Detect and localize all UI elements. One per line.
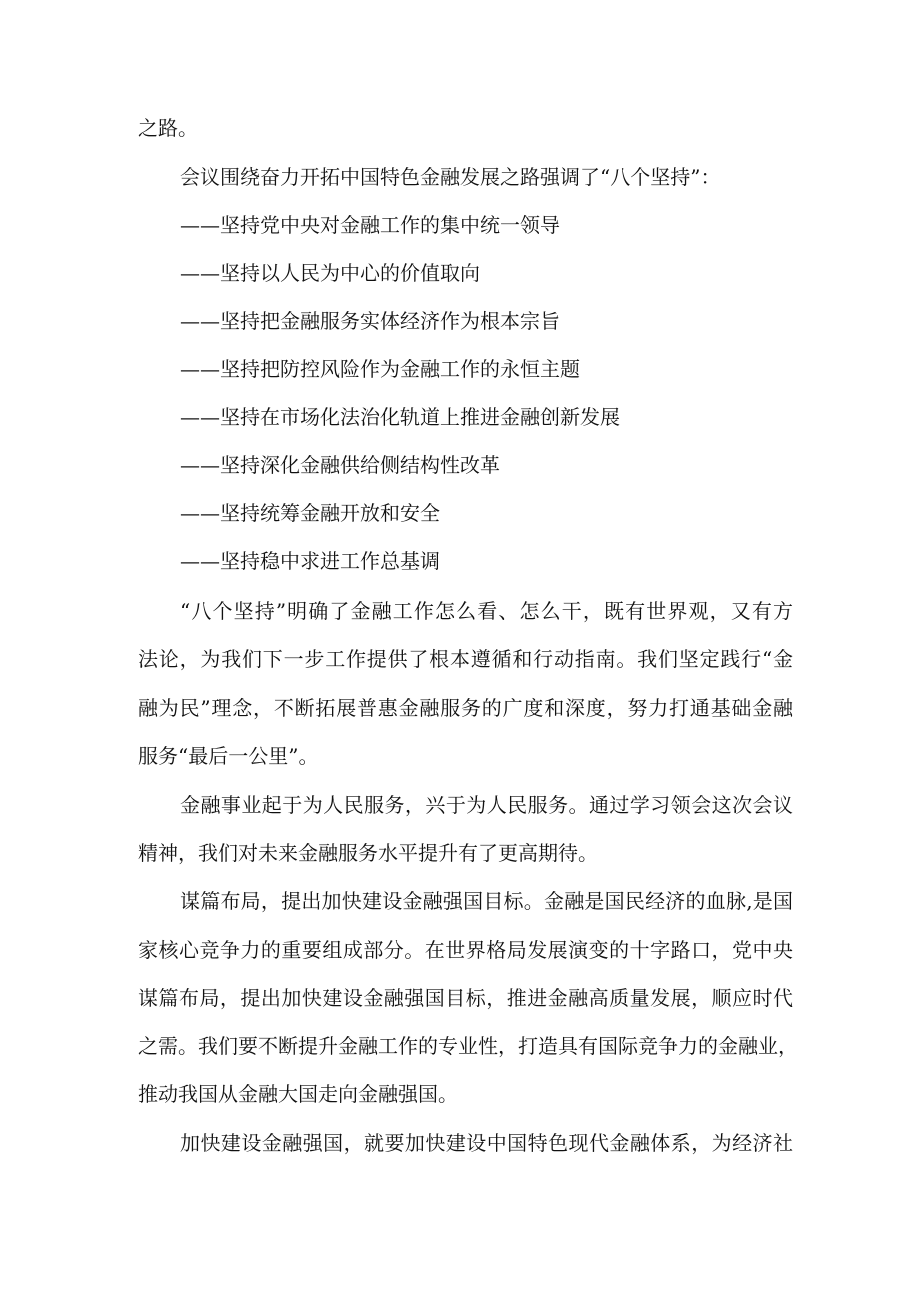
text-line: 推动我国从金融大国走向金融强国。	[138, 1082, 458, 1106]
list-item: ——坚持深化金融供给侧结构性改革	[180, 453, 500, 477]
text-line: 精神，我们对未来金融服务水平提升有了更高期待。	[138, 841, 598, 865]
text-line: 加快建设金融强国，就要加快建设中国特色现代金融体系，为经济社	[180, 1131, 793, 1155]
text-line: 融为民”理念，不断拓展普惠金融服务的广度和深度，努力打通基础金融	[138, 696, 793, 720]
list-item: ——坚持以人民为中心的价值取向	[180, 261, 480, 285]
text-line: 家核心竞争力的重要组成部分。在世界格局发展演变的十字路口，党中央	[138, 938, 793, 962]
text-line: 会议围绕奋力开拓中国特色金融发展之路强调了“八个坚持”：	[180, 165, 721, 189]
text-line: 谋篇布局，提出加快建设金融强国目标，推进金融高质量发展，顺应时代	[138, 986, 793, 1010]
text-line: 谋篇布局，提出加快建设金融强国目标。金融是国民经济的血脉,是国	[180, 889, 793, 913]
text-line: 金融事业起于为人民服务，兴于为人民服务。通过学习领会这次会议	[180, 793, 793, 817]
text-line: 之路。	[138, 116, 198, 140]
text-line: 法论，为我们下一步工作提供了根本遵循和行动指南。我们坚定践行“金	[138, 647, 793, 671]
list-item: ——坚持把防控风险作为金融工作的永恒主题	[180, 357, 580, 381]
list-item: ——坚持统筹金融开放和安全	[180, 501, 440, 525]
text-line: 服务“最后一公里”。	[138, 744, 319, 768]
text-line: “八个坚持”明确了金融工作怎么看、怎么干，既有世界观，又有方	[180, 599, 793, 623]
list-item: ——坚持把金融服务实体经济作为根本宗旨	[180, 309, 560, 333]
text-line: 之需。我们要不断提升金融工作的专业性，打造具有国际竞争力的金融业，	[138, 1034, 798, 1058]
list-item: ——坚持党中央对金融工作的集中统一领导	[180, 213, 560, 237]
list-item: ——坚持稳中求进工作总基调	[180, 549, 440, 573]
list-item: ——坚持在市场化法治化轨道上推进金融创新发展	[180, 405, 620, 429]
